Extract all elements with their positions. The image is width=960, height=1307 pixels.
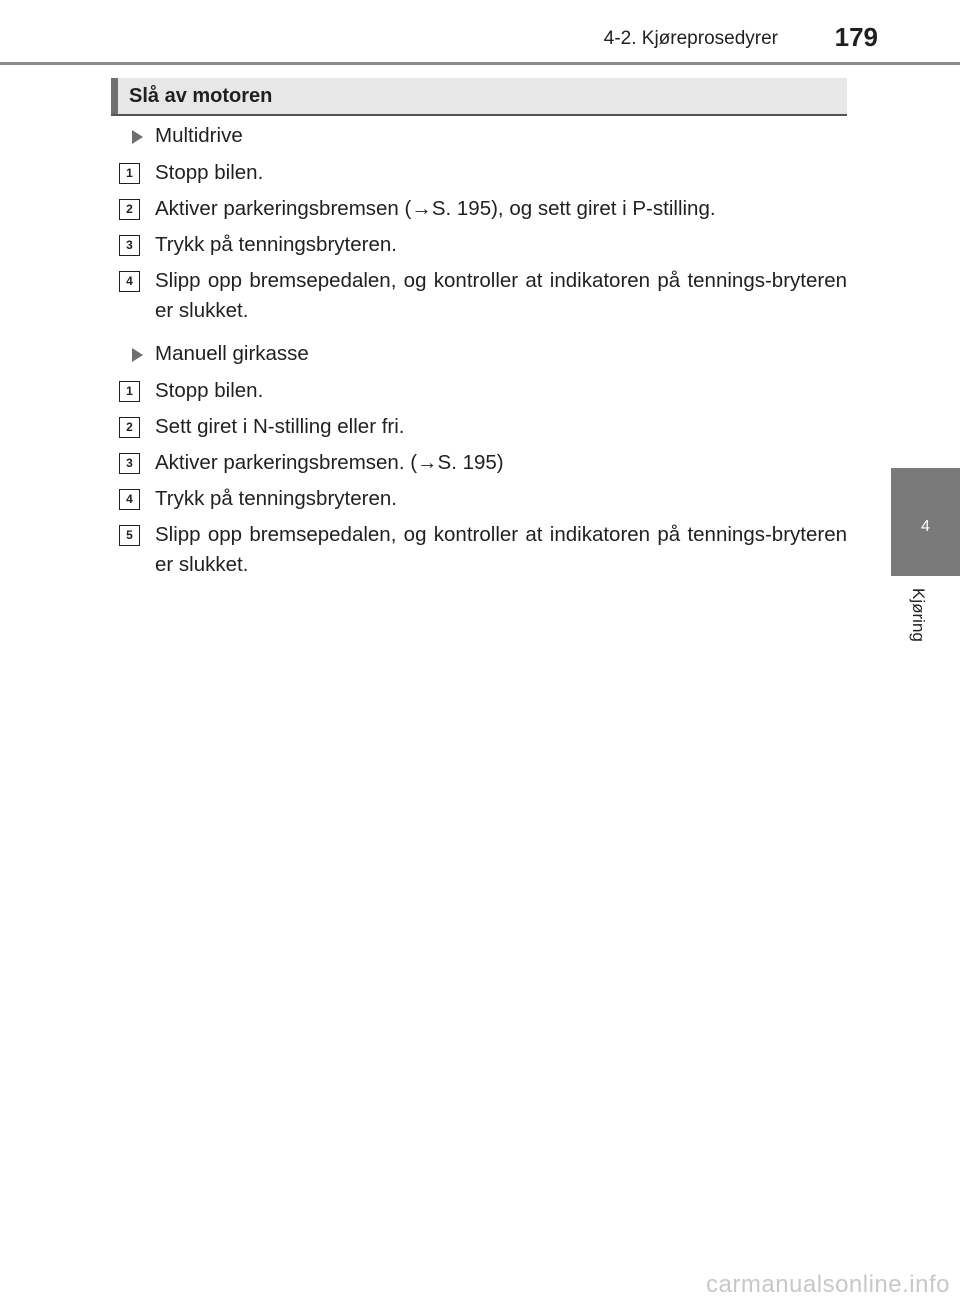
step-item [112,230,847,260]
step-item [112,448,847,478]
step-text: Trykk på tenningsbryteren. [155,487,397,510]
section-title: Slå av motoren [129,85,273,107]
chapter-side-tab [891,468,960,576]
chapter-tab-number: 4 [921,518,930,535]
step-number-box: 2 [119,417,140,438]
step-number-box: 3 [119,453,140,474]
step-text: Stopp bilen. [155,161,264,184]
section-heading-bar [111,78,118,114]
step-item [112,194,847,224]
watermark: carmanualsonline.info [706,1271,950,1298]
chapter-label-text: Kjøring [909,588,928,642]
chapter-side-label [906,588,930,658]
step-number-box: 1 [119,381,140,402]
step-item [112,520,847,580]
step-item [112,484,847,514]
step-text: Aktiver parkeringsbremsen (→S. 195), og sett giret i P-stilling. [155,197,716,220]
step-text: Sett giret i N-stilling eller fri. [155,415,405,438]
subsection-label: Multidrive [155,124,243,147]
step-number-box: 5 [119,525,140,546]
step-number-box: 1 [119,163,140,184]
step-number-box: 3 [119,235,140,256]
triangle-bullet-icon [132,130,143,144]
step-text: Slipp opp bremsepedalen, og kontroller at indikatoren på tennings-bryteren er slukket. [155,523,847,576]
step-item [112,412,847,442]
header-chapter: 4-2. Kjøreprosedyrer [603,28,778,49]
step-number-box: 4 [119,489,140,510]
section-heading [111,78,847,116]
triangle-bullet-icon [132,348,143,362]
page-number: 179 [834,22,878,52]
step-number-box: 4 [119,271,140,292]
header-rule [0,62,960,65]
step-text: Slipp opp bremsepedalen, og kontroller at indikatoren på tennings-bryteren er slukket. [155,269,847,322]
content [112,120,847,586]
step-item [112,158,847,188]
step-number-box: 2 [119,199,140,220]
subsection-label: Manuell girkasse [155,342,309,365]
step-text: Aktiver parkeringsbremsen. (→S. 195) [155,451,504,474]
step-item [112,266,847,326]
step-text: Trykk på tenningsbryteren. [155,233,397,256]
subsection-heading-multidrive [112,121,847,151]
subsection-heading-manual [112,339,847,369]
step-text: Stopp bilen. [155,379,264,402]
step-item [112,376,847,406]
